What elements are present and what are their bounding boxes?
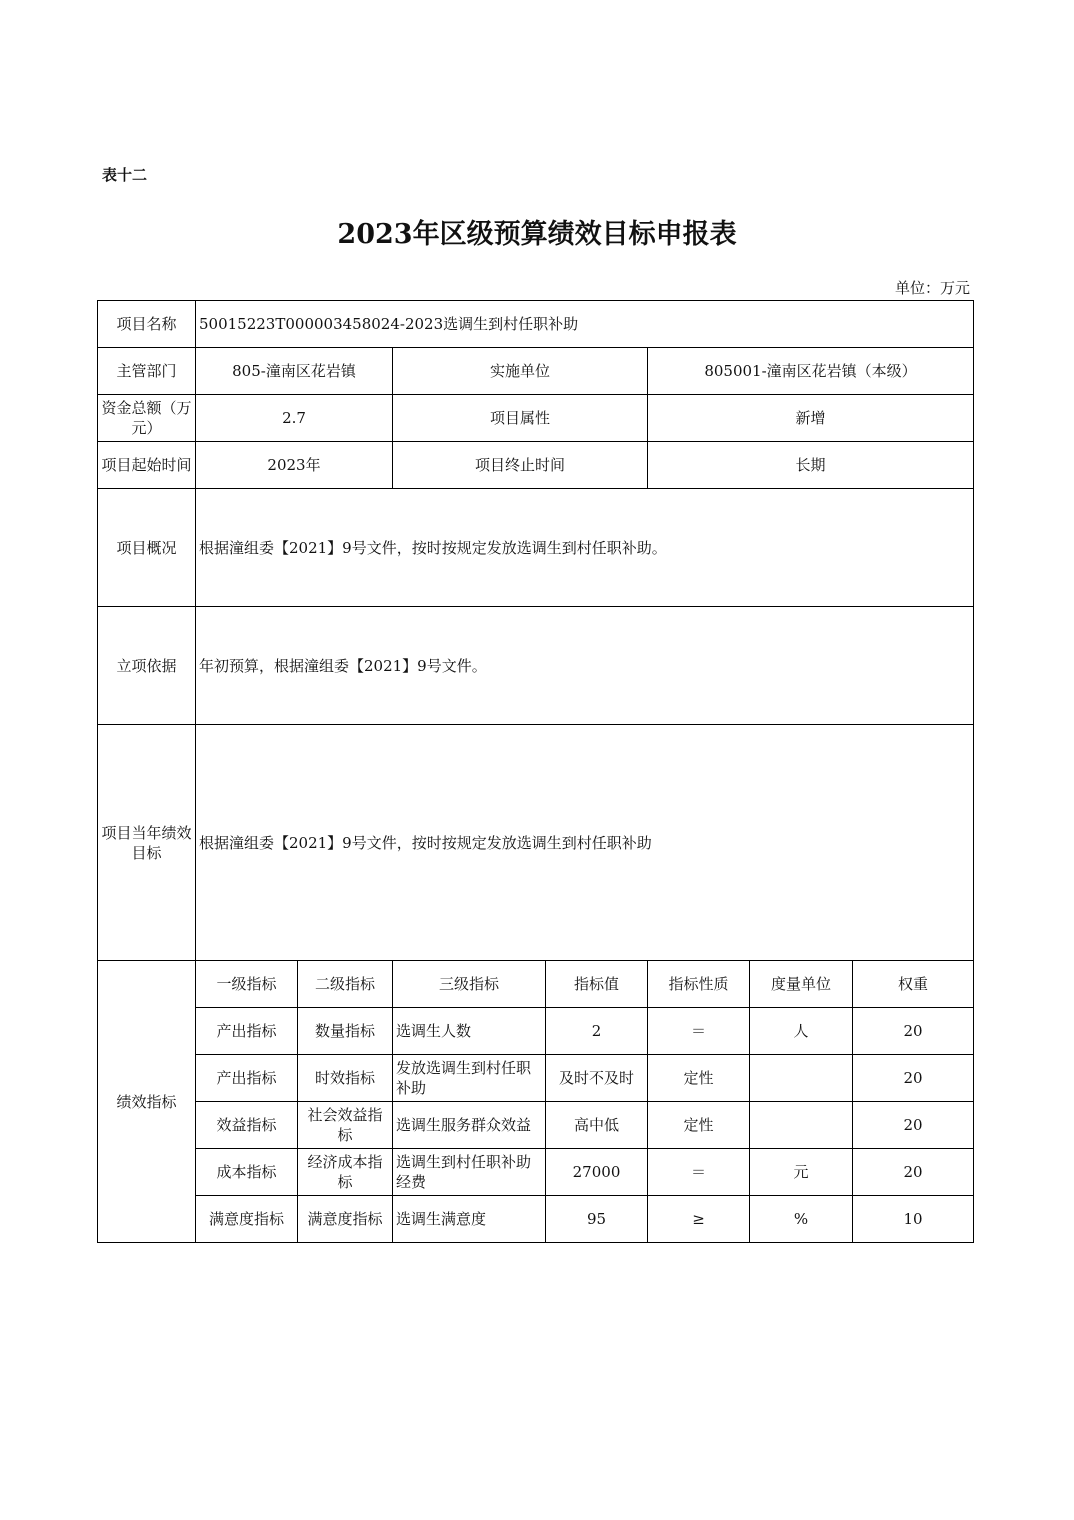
- nature-cell: ＝: [648, 1008, 750, 1055]
- nature-cell: ＝: [648, 1149, 750, 1196]
- project-name-label: 项目名称: [98, 301, 196, 348]
- header-level2: 二级指标: [298, 961, 393, 1008]
- indicator-header-row: [98, 961, 974, 1008]
- row-project-name: [98, 301, 974, 348]
- level2-cell: 社会效益指标: [298, 1102, 393, 1149]
- level1-cell: 成本指标: [196, 1149, 298, 1196]
- page-title: 2023年区级预算绩效目标申报表: [337, 219, 737, 250]
- row-annual-goal: [98, 725, 974, 961]
- level1-cell: 产出指标: [196, 1008, 298, 1055]
- unit-cell: [750, 1055, 853, 1102]
- header-level3: 三级指标: [393, 961, 546, 1008]
- row-funds: [98, 395, 974, 442]
- department-value: 805-潼南区花岩镇: [196, 348, 393, 395]
- row-department: [98, 348, 974, 395]
- table-row: [98, 1196, 974, 1243]
- header-nature: 指标性质: [648, 961, 750, 1008]
- level3-cell: 选调生人数: [393, 1008, 546, 1055]
- weight-cell: 20: [853, 1055, 974, 1102]
- level2-cell: 满意度指标: [298, 1196, 393, 1243]
- project-attribute-label: 项目属性: [393, 395, 648, 442]
- table-row: [98, 1055, 974, 1102]
- project-attribute-value: 新增: [648, 395, 974, 442]
- overview-value: 根据潼组委【2021】9号文件，按时按规定发放选调生到村任职补助。: [196, 489, 974, 607]
- row-overview: [98, 489, 974, 607]
- weight-cell: 20: [853, 1102, 974, 1149]
- nature-cell: ≥: [648, 1196, 750, 1243]
- table-row: [98, 1008, 974, 1055]
- nature-cell: 定性: [648, 1102, 750, 1149]
- table-row: [98, 1149, 974, 1196]
- header-weight: 权重: [853, 961, 974, 1008]
- end-time-value: 长期: [648, 442, 974, 489]
- weight-cell: 10: [853, 1196, 974, 1243]
- value-cell: 及时不及时: [546, 1055, 648, 1102]
- unit-cell: 元: [750, 1149, 853, 1196]
- unit-label: 单位：万元: [894, 279, 970, 297]
- value-cell: 2: [546, 1008, 648, 1055]
- header-value: 指标值: [546, 961, 648, 1008]
- implementing-unit-value: 805001-潼南区花岩镇（本级）: [648, 348, 974, 395]
- level3-cell: 选调生满意度: [393, 1196, 546, 1243]
- nature-cell: 定性: [648, 1055, 750, 1102]
- end-time-label: 项目终止时间: [393, 442, 648, 489]
- table-number-label: 表十二: [102, 166, 148, 184]
- unit-cell: %: [750, 1196, 853, 1243]
- level1-cell: 效益指标: [196, 1102, 298, 1149]
- value-cell: 27000: [546, 1149, 648, 1196]
- budget-performance-form: [97, 300, 974, 1243]
- weight-cell: 20: [853, 1149, 974, 1196]
- total-funds-label: 资金总额（万元）: [98, 395, 196, 442]
- department-label: 主管部门: [98, 348, 196, 395]
- annual-goal-label: 项目当年绩效目标: [98, 725, 196, 961]
- unit-cell: 人: [750, 1008, 853, 1055]
- implementing-unit-label: 实施单位: [393, 348, 648, 395]
- value-cell: 高中低: [546, 1102, 648, 1149]
- basis-value: 年初预算，根据潼组委【2021】9号文件。: [196, 607, 974, 725]
- level3-cell: 选调生到村任职补助经费: [393, 1149, 546, 1196]
- level2-cell: 时效指标: [298, 1055, 393, 1102]
- level1-cell: 产出指标: [196, 1055, 298, 1102]
- weight-cell: 20: [853, 1008, 974, 1055]
- total-funds-value: 2.7: [196, 395, 393, 442]
- header-level1: 一级指标: [196, 961, 298, 1008]
- project-name-value: 50015223T000003458024-2023选调生到村任职补助: [196, 301, 974, 348]
- level1-cell: 满意度指标: [196, 1196, 298, 1243]
- header-unit: 度量单位: [750, 961, 853, 1008]
- level2-cell: 数量指标: [298, 1008, 393, 1055]
- start-time-value: 2023年: [196, 442, 393, 489]
- value-cell: 95: [546, 1196, 648, 1243]
- level3-cell: 选调生服务群众效益: [393, 1102, 546, 1149]
- row-period: [98, 442, 974, 489]
- row-basis: [98, 607, 974, 725]
- level2-cell: 经济成本指标: [298, 1149, 393, 1196]
- overview-label: 项目概况: [98, 489, 196, 607]
- table-row: [98, 1102, 974, 1149]
- level3-cell: 发放选调生到村任职补助: [393, 1055, 546, 1102]
- indicators-section-label: 绩效指标: [98, 961, 196, 1243]
- start-time-label: 项目起始时间: [98, 442, 196, 489]
- annual-goal-value: 根据潼组委【2021】9号文件，按时按规定发放选调生到村任职补助: [196, 725, 974, 961]
- unit-cell: [750, 1102, 853, 1149]
- basis-label: 立项依据: [98, 607, 196, 725]
